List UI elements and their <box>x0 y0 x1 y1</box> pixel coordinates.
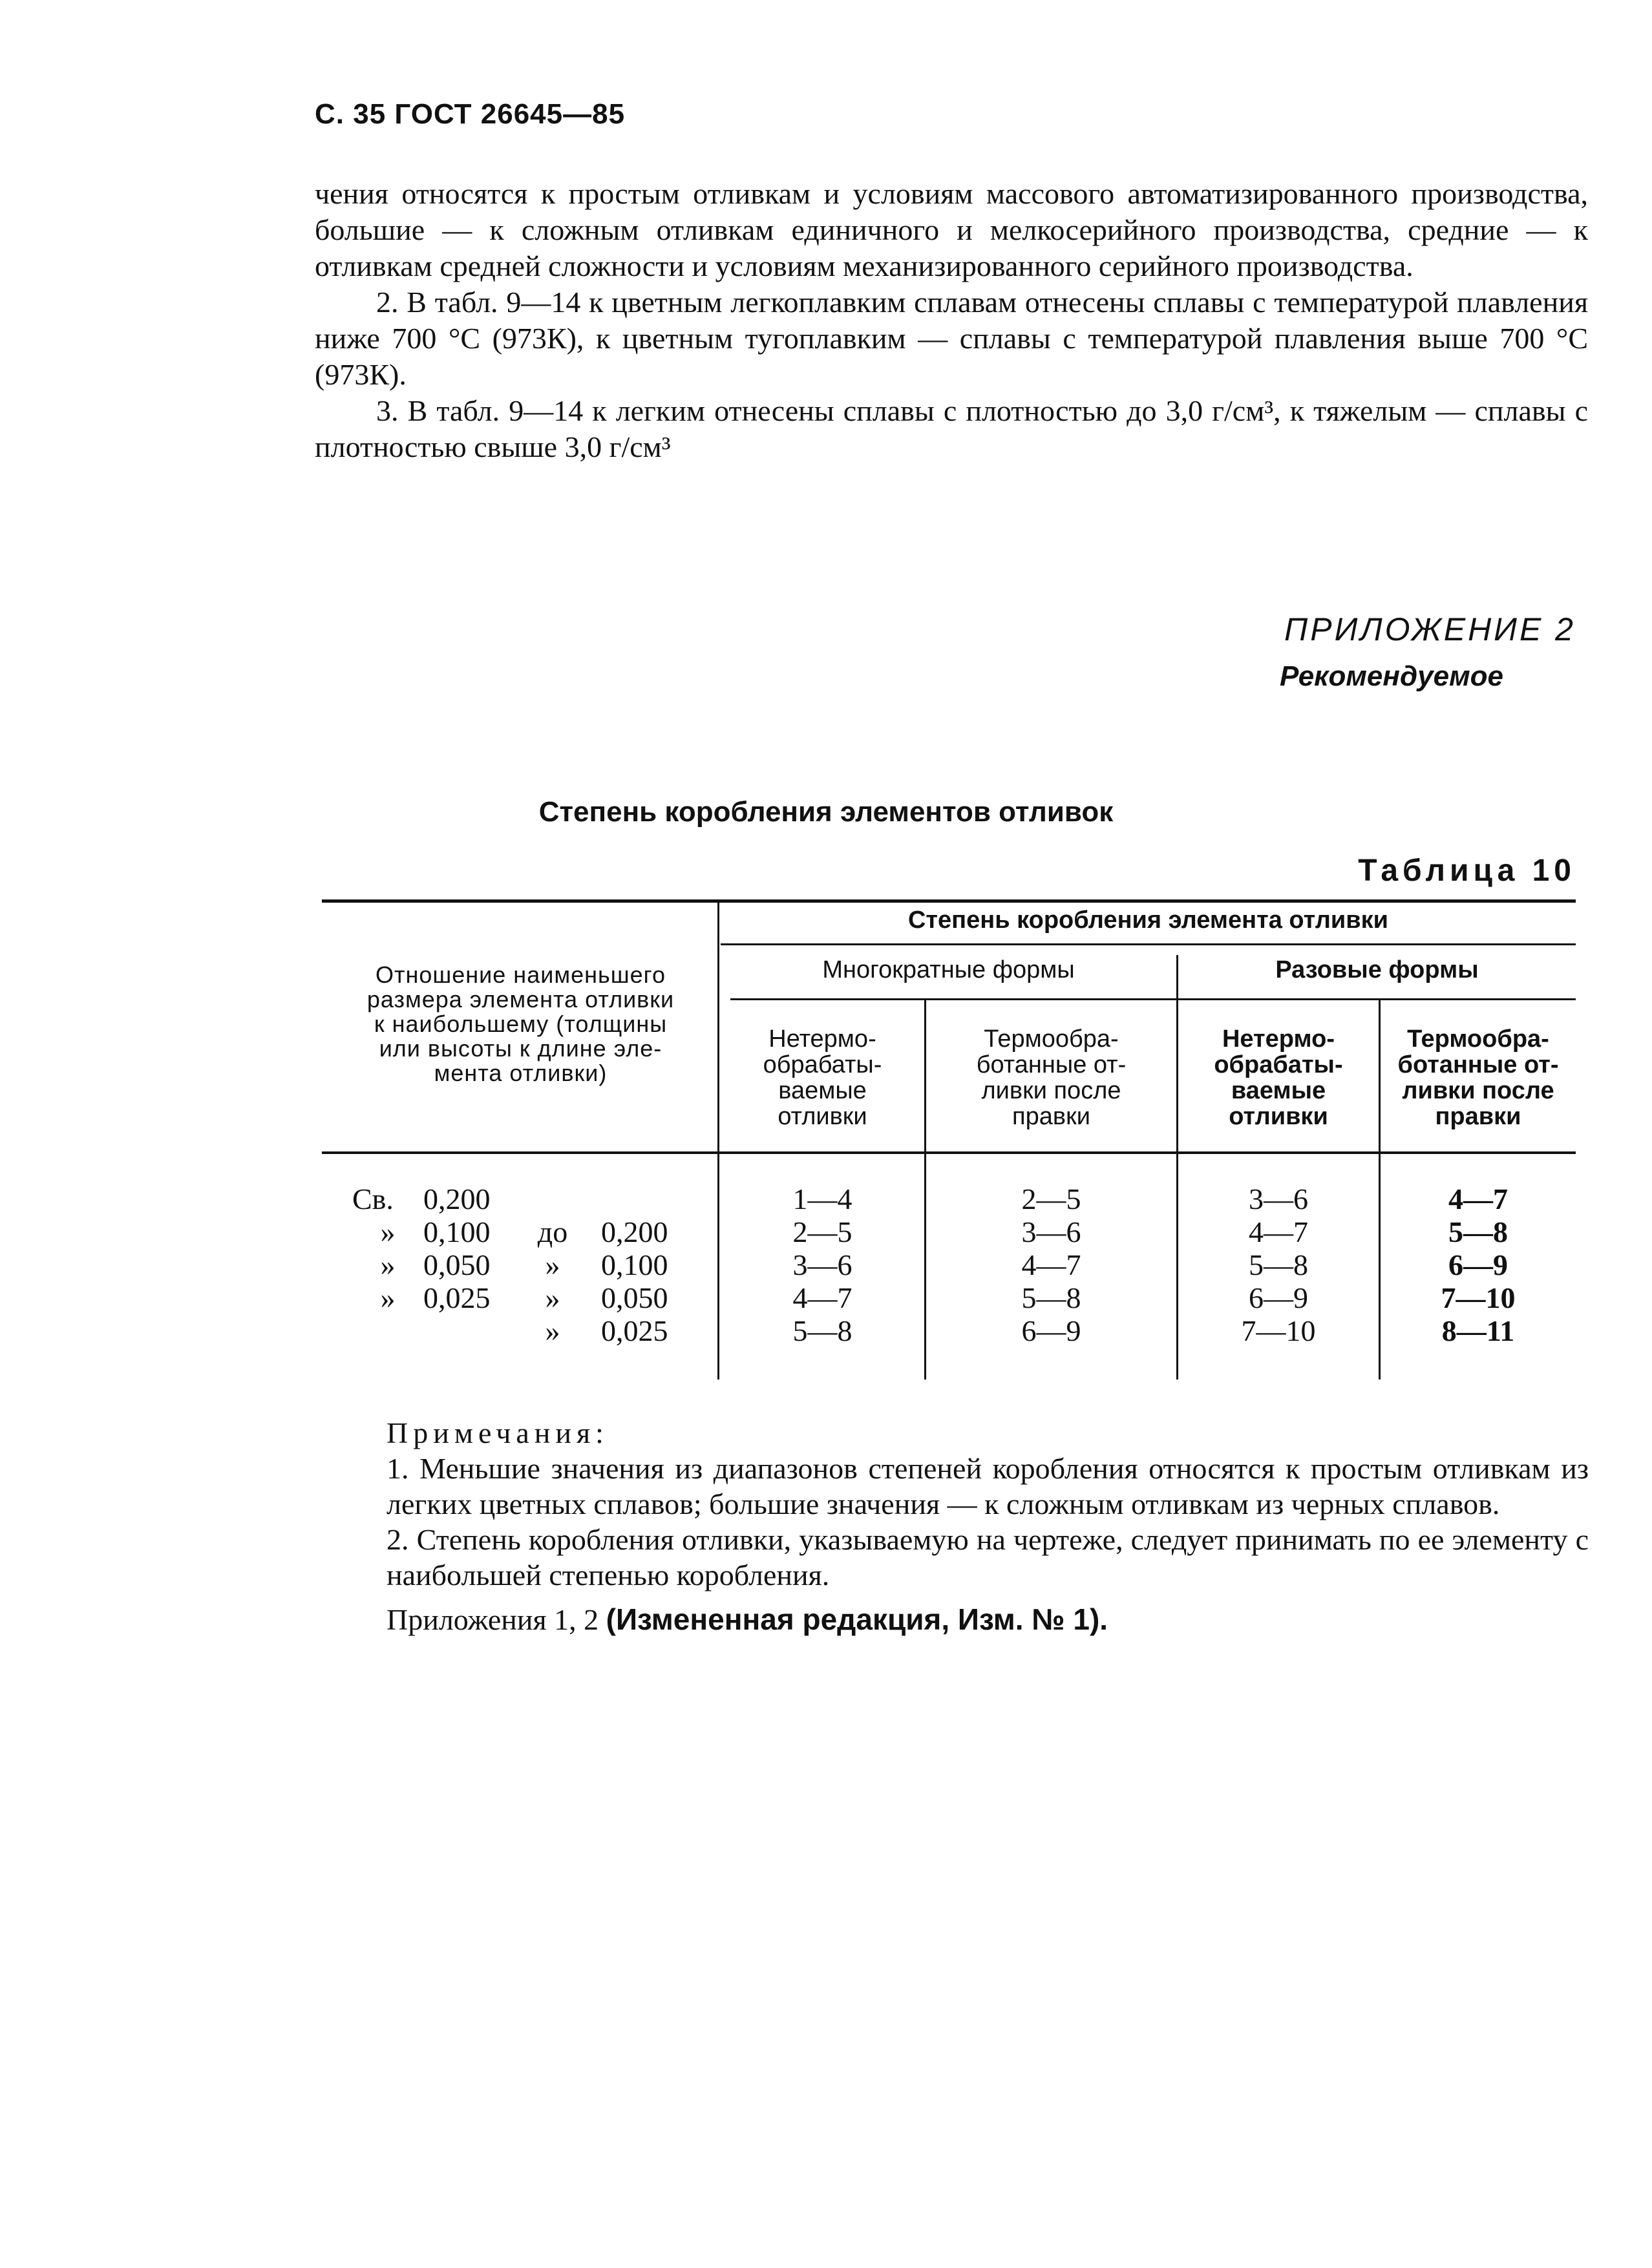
table-cell: 8—11 <box>1441 1314 1515 1347</box>
table-cell: 6—9 <box>1448 1248 1508 1281</box>
table-cell: 1—4 <box>792 1182 852 1215</box>
range-connector: » <box>545 1314 560 1347</box>
note-2: 2. Степень коробления отливки, указываемую на чертеже, следует принимать по ее элементу с наибольшей степенью коробления. <box>387 1523 1589 1591</box>
range-to: 0,100 <box>601 1248 668 1281</box>
range-prefix-column <box>352 1182 423 1347</box>
column-header-3: Нетермо- обрабаты- ваемые отливки <box>1214 1025 1343 1130</box>
table-cell: 3—6 <box>1249 1182 1308 1215</box>
range-prefix: » <box>380 1248 396 1281</box>
group-header-rule <box>721 943 1576 945</box>
range-to <box>601 1182 685 1215</box>
table-top-rule <box>322 899 1576 903</box>
notes-heading: Примечания: <box>387 1416 609 1449</box>
column-header-2: Термообра- ботанные от- ливки после правки <box>976 1025 1127 1130</box>
range-to-column <box>601 1182 685 1347</box>
table-label: Таблица 10 <box>1358 854 1576 888</box>
range-prefix: » <box>380 1215 396 1248</box>
data-column-1 <box>721 1182 924 1347</box>
row-header-cell: Отношение наименьшего размера элемента отливки к наибольшему (толщины или высоты к длине эле- мента отливки) <box>366 961 675 1086</box>
intro-continuation: чения относятся к простым отливкам и условиям массового автоматизированного производства, большие — к сложным отливкам единичного и мелкосерийного производства, средние — к отливкам средней сложности и условиям механизированного серийного производства. <box>315 177 1588 282</box>
data-column-2 <box>926 1182 1176 1347</box>
table-cell: 3—6 <box>792 1248 852 1281</box>
range-to: 0,025 <box>601 1314 668 1347</box>
appendix-title: ПРИЛОЖЕНИЕ 2 <box>1284 611 1576 647</box>
range-connector <box>527 1182 578 1215</box>
table-cell: 7—10 <box>1241 1314 1316 1347</box>
range-from <box>423 1314 507 1347</box>
amendment-line <box>387 1602 1589 1637</box>
subgroup-reusable-molds: Многократные формы <box>822 956 1075 983</box>
table-cell: 2—5 <box>792 1215 852 1248</box>
appendix-subtitle: Рекомендуемое <box>1279 660 1503 692</box>
header-bottom-rule <box>322 1151 1576 1154</box>
vline-1 <box>717 903 719 1380</box>
range-prefix <box>352 1314 423 1347</box>
data-column-4 <box>1381 1182 1576 1347</box>
subgroup-rule <box>730 998 1576 1000</box>
table-cell: 7—10 <box>1441 1281 1516 1314</box>
range-to: 0,050 <box>601 1281 668 1314</box>
column-header-1: Нетермо- обрабаты- ваемые отливки <box>763 1025 882 1130</box>
range-connector: » <box>545 1248 560 1281</box>
table-cell: 6—9 <box>1021 1314 1081 1347</box>
range-connector: » <box>545 1281 560 1314</box>
table-cell: 4—7 <box>1021 1248 1081 1281</box>
subgroup-single-molds: Разовые формы <box>1275 956 1479 983</box>
range-connector: до <box>537 1215 568 1248</box>
page-header: С. 35 ГОСТ 26645—85 <box>315 98 626 130</box>
intro-text <box>315 176 1588 465</box>
notes-section <box>387 1415 1589 1637</box>
table-cell: 3—6 <box>1021 1215 1081 1248</box>
intro-note-3: 3. В табл. 9—14 к легким отнесены сплавы с плотностью до 3,0 г/см³, к тяжелым — сплавы с плотностью свыше 3,0 г/см³ <box>315 394 1588 463</box>
intro-note-2: 2. В табл. 9—14 к цветным легкоплавким сплавам отнесены сплавы с температурой плавления ниже 700 °С (973К), к цветным тугоплавким — сплавы с температурой плавления выше 700 °С (973К). <box>315 286 1588 391</box>
range-to: 0,200 <box>601 1215 668 1248</box>
table-cell: 6—9 <box>1249 1281 1308 1314</box>
table-cell: 5—8 <box>792 1314 852 1347</box>
range-connector-column <box>527 1182 578 1347</box>
table-caption: Степень коробления элементов отливок <box>538 796 1114 828</box>
range-prefix: Св. <box>352 1182 394 1215</box>
amendment-bold: (Измененная редакция, Изм. № 1). <box>606 1602 1108 1636</box>
range-from: 0,100 <box>423 1215 491 1248</box>
column-header-4: Термообра- ботанные от- ливки после правки <box>1397 1025 1559 1130</box>
table-cell: 4—7 <box>1448 1182 1508 1215</box>
table-cell: 4—7 <box>1249 1215 1308 1248</box>
range-from: 0,025 <box>423 1281 491 1314</box>
amendment-prefix: Приложения 1, 2 <box>387 1603 599 1636</box>
note-1: 1. Меньшие значения из диапазонов степеней коробления относятся к простым отливкам из легких цветных сплавов; большие значения — к сложным отливкам из черных сплавов. <box>387 1452 1589 1520</box>
range-from: 0,050 <box>423 1248 491 1281</box>
table-cell: 2—5 <box>1021 1182 1081 1215</box>
group-header: Степень коробления элемента отливки <box>907 907 1389 934</box>
table-cell: 5—8 <box>1021 1281 1081 1314</box>
data-column-3 <box>1178 1182 1379 1347</box>
table-cell: 4—7 <box>792 1281 852 1314</box>
range-prefix: » <box>380 1281 396 1314</box>
range-from-column <box>423 1182 507 1347</box>
range-from: 0,200 <box>423 1182 491 1215</box>
table-cell: 5—8 <box>1448 1215 1508 1248</box>
table-cell: 5—8 <box>1249 1248 1308 1281</box>
